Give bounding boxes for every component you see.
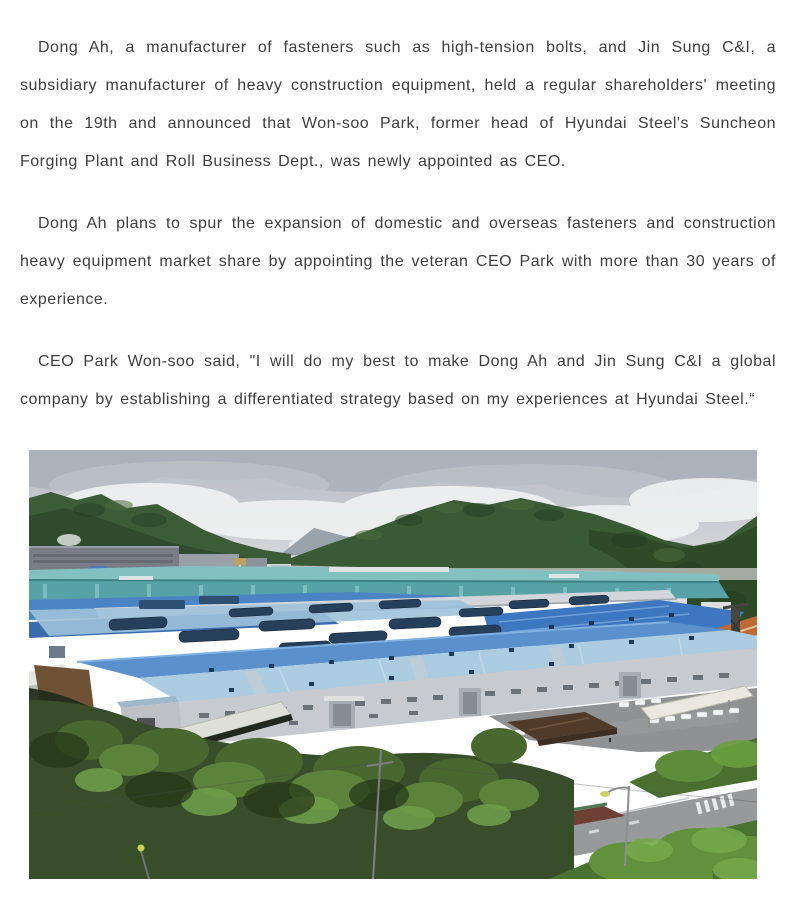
paragraph-3: CEO Park Won-soo said, "I will do my best to make Dong Ah and Jin Sung C&I a global company by establishing a differentiated strategy based on my experiences at Hyundai Steel.“ <box>20 353 776 408</box>
paragraph-1: Dong Ah, a manufacturer of fasteners such as high-tension bolts, and Jin Sung C&I, a subsidiary manufacturer of heavy construction equipment, held a regular shareholders' meeting on the 19th and announced that Won-soo Park, former head of Hyundai Steel's Suncheon Forging Plant and Roll Business Dept., was newly appointed as CEO. <box>20 39 776 170</box>
paragraph-2: Dong Ah plans to spur the expansion of domestic and overseas fasteners and construction heavy equipment market share by appointing the veteran CEO Park with more than 30 years of experience. <box>20 215 776 308</box>
factory-aerial-photo <box>29 450 757 879</box>
factory-aerial-photo-art <box>29 450 757 879</box>
